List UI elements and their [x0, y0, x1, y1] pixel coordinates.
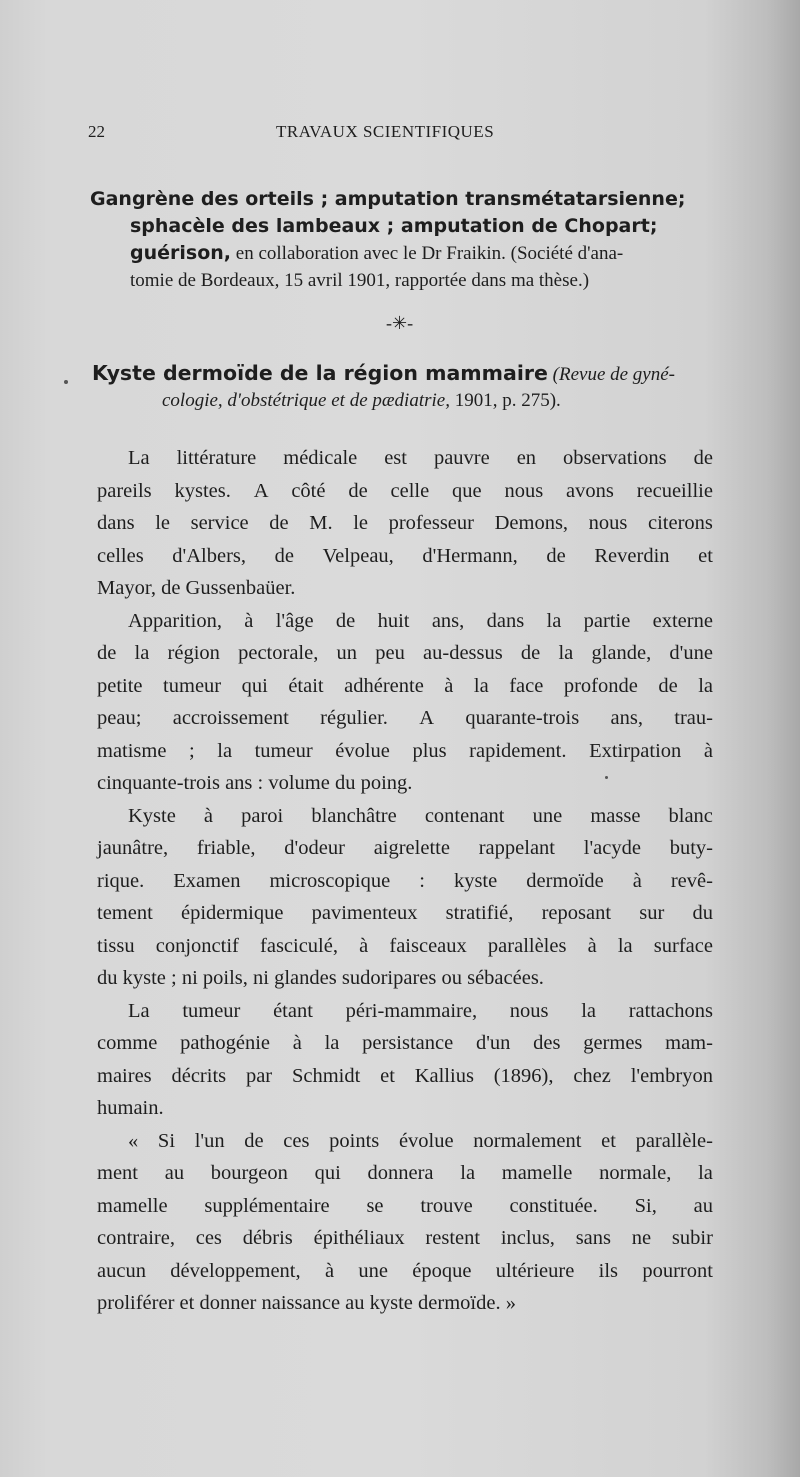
- word: péri-mammaire,: [345, 999, 478, 1022]
- word: celle: [390, 479, 430, 502]
- word: de: [546, 544, 566, 567]
- word: friable,: [196, 837, 256, 859]
- word: se: [366, 1194, 384, 1217]
- word: à: [203, 804, 214, 827]
- word: rappelant: [478, 837, 555, 859]
- word: tement: [97, 902, 153, 924]
- text-line: humain.: [97, 1097, 164, 1119]
- entry-reference: (Revue de gyné-: [552, 364, 675, 385]
- word: la: [617, 934, 633, 957]
- word: aucun: [97, 1259, 146, 1282]
- word: rapidement.: [469, 739, 567, 762]
- word: bourgeon: [210, 1162, 288, 1184]
- word: au: [164, 1162, 185, 1184]
- word: Si: [157, 1129, 176, 1152]
- word: l'embryon: [630, 1064, 713, 1087]
- word: microscopique: [269, 869, 391, 892]
- entry-line: [90, 186, 726, 213]
- word: pauvre: [433, 447, 490, 469]
- word: ment: [97, 1162, 138, 1184]
- word: fasciculé,: [260, 934, 338, 957]
- word: kystes.: [174, 479, 231, 502]
- word: au-dessus: [423, 642, 503, 664]
- text-line: [97, 1157, 713, 1190]
- stray-mark: [605, 776, 608, 779]
- word: ils: [598, 1259, 619, 1282]
- word: persistance: [362, 1032, 454, 1054]
- word: dermoïde: [526, 869, 604, 892]
- word: blanchâtre: [311, 804, 397, 827]
- word: restent: [425, 1227, 481, 1249]
- word: débris: [242, 1227, 293, 1249]
- word: La: [128, 447, 150, 469]
- word: points: [329, 1129, 380, 1152]
- word: normalement: [473, 1129, 582, 1152]
- word: celles: [97, 544, 144, 567]
- word: épidermique: [180, 902, 284, 924]
- word: une: [358, 1259, 388, 1282]
- word: peau;: [97, 707, 142, 729]
- paragraph: [97, 605, 713, 800]
- word: de: [244, 1129, 264, 1152]
- word: peu: [375, 642, 405, 664]
- text-line: [97, 540, 713, 573]
- word: trau-: [674, 707, 713, 729]
- text-line: [97, 1255, 713, 1288]
- word: et: [601, 1129, 616, 1152]
- text-line: [97, 702, 713, 735]
- text-line: du kyste ; ni poils, ni glandes sudoripares ou sébacées.: [97, 967, 544, 989]
- word: nous: [588, 512, 628, 534]
- word: évolue: [335, 739, 390, 762]
- word: profonde: [563, 674, 638, 697]
- word: parallèles: [487, 934, 567, 957]
- word: des: [533, 1032, 561, 1054]
- word: mamelle: [501, 1162, 573, 1184]
- text-line: [97, 442, 713, 475]
- word: tissu: [97, 934, 135, 957]
- paragraph: [97, 1125, 713, 1320]
- entry-title: Kyste dermoïde de la région mammaire: [92, 361, 548, 385]
- word: chez: [573, 1064, 611, 1087]
- word: la: [581, 999, 596, 1022]
- word: Kyste: [128, 804, 176, 827]
- text-line: [97, 507, 713, 540]
- word: professeur: [388, 512, 474, 534]
- text-line: [97, 832, 713, 865]
- word: par: [245, 1064, 273, 1087]
- word: La: [128, 999, 150, 1022]
- word: pectorale,: [238, 642, 319, 664]
- word: nous: [504, 479, 544, 502]
- word: est: [384, 447, 407, 469]
- word: l'âge: [275, 609, 314, 632]
- text-line: [97, 1190, 713, 1223]
- word: Extirpation: [589, 739, 682, 762]
- text-line: [97, 1125, 713, 1158]
- text-line: [97, 475, 713, 508]
- word: matisme: [97, 739, 167, 762]
- word: de: [658, 674, 678, 697]
- word: ;: [189, 739, 195, 762]
- word: glande,: [591, 642, 652, 664]
- stray-mark: [64, 380, 68, 384]
- bibliography-entry-kyste: [92, 360, 728, 414]
- word: masse: [590, 804, 641, 827]
- word: ans,: [610, 707, 643, 729]
- word: «: [128, 1129, 139, 1152]
- word: surface: [653, 934, 713, 957]
- word: (1896),: [493, 1064, 554, 1087]
- running-head: [0, 122, 800, 146]
- word: la: [473, 674, 489, 697]
- word: à: [587, 934, 597, 957]
- word: la: [546, 609, 562, 632]
- text-line: [97, 1027, 713, 1060]
- word: inclus,: [500, 1227, 555, 1249]
- word: en: [516, 447, 537, 469]
- word: et: [698, 544, 713, 567]
- word: mam-: [665, 1032, 713, 1054]
- word: ans,: [431, 609, 465, 632]
- word: Si,: [634, 1194, 657, 1217]
- word: ultérieure: [495, 1259, 575, 1282]
- word: la: [134, 642, 150, 664]
- word: à: [359, 934, 369, 957]
- body-text: [97, 442, 713, 1320]
- word: l'un: [194, 1129, 225, 1152]
- word: adhérente: [344, 674, 424, 697]
- text-line: [97, 735, 713, 768]
- word: nous: [509, 999, 549, 1022]
- text-line: [97, 800, 713, 833]
- entry-journal: cologie, d'obstétrique et de pædiatrie,: [162, 390, 450, 411]
- word: accroissement: [172, 707, 289, 729]
- word: médicale: [283, 447, 358, 469]
- word: subir: [671, 1227, 713, 1249]
- text-line: [97, 865, 713, 898]
- text-line: proliférer et donner naissance au kyste dermoïde. »: [97, 1292, 516, 1314]
- word: Velpeau,: [322, 544, 394, 567]
- word: avons: [566, 479, 614, 502]
- word: Examen: [173, 869, 241, 892]
- running-title: TRAVAUX SCIENTIFIQUES: [276, 122, 495, 141]
- word: quarante-trois: [465, 707, 580, 729]
- paragraph: [97, 800, 713, 995]
- word: A: [253, 479, 269, 502]
- word: aigrelette: [373, 837, 450, 859]
- word: la: [558, 642, 574, 664]
- entry-title: sphacèle des lambeaux ; amputation de Chopart;: [130, 215, 658, 237]
- word: le: [353, 512, 368, 534]
- word: de: [97, 642, 117, 664]
- word: littérature: [176, 447, 257, 469]
- word: huit: [377, 609, 410, 632]
- word: jaunâtre,: [97, 837, 169, 859]
- word: d'un: [475, 1032, 511, 1054]
- text-line: cinquante-trois ans : volume du poing.: [97, 772, 413, 794]
- word: époque: [412, 1259, 472, 1282]
- text-line: Mayor, de Gussenbaüer.: [97, 577, 296, 599]
- bibliography-entry-gangrene: [90, 186, 726, 294]
- entry-title: guérison,: [130, 242, 232, 264]
- word: à: [324, 1259, 335, 1282]
- word: revê-: [670, 869, 713, 892]
- entry-line: [92, 387, 728, 414]
- word: la: [217, 739, 233, 762]
- text-line: [97, 995, 713, 1028]
- word: de: [693, 447, 713, 469]
- word: de: [274, 544, 295, 567]
- word: ces: [195, 1227, 222, 1249]
- word: parallèle-: [635, 1129, 713, 1152]
- word: M.: [309, 512, 333, 534]
- entry-reference: 1901, p. 275).: [449, 390, 561, 411]
- separator-asterism: -✳-: [386, 313, 414, 333]
- word: partie: [583, 609, 631, 632]
- entry-line: [90, 240, 726, 267]
- word: face: [509, 674, 544, 697]
- word: paroi: [241, 804, 284, 827]
- word: du: [692, 902, 713, 924]
- word: ces: [283, 1129, 310, 1152]
- word: à: [632, 869, 642, 892]
- word: d'odeur: [284, 837, 345, 859]
- word: de: [520, 642, 541, 664]
- word: tumeur: [163, 674, 222, 697]
- word: A: [419, 707, 435, 729]
- word: kyste: [453, 869, 498, 892]
- word: observations: [563, 447, 667, 469]
- word: faisceaux: [389, 934, 467, 957]
- text-line: [97, 1222, 713, 1255]
- word: sur: [639, 902, 665, 924]
- word: côté: [291, 479, 326, 502]
- word: la: [324, 1032, 340, 1054]
- text-line: [97, 637, 713, 670]
- word: qui: [314, 1162, 341, 1184]
- word: la: [698, 1162, 713, 1184]
- word: service: [190, 512, 249, 534]
- word: à: [244, 609, 254, 632]
- text-line: [97, 897, 713, 930]
- word: rique.: [97, 869, 145, 892]
- word: à: [444, 674, 454, 697]
- word: trouve: [420, 1194, 473, 1217]
- word: supplémentaire: [204, 1194, 330, 1217]
- word: petite: [97, 674, 143, 697]
- word: et: [380, 1064, 395, 1087]
- word: d'Hermann,: [422, 544, 518, 567]
- word: ne: [631, 1227, 652, 1249]
- word: décrits: [171, 1064, 227, 1087]
- entry-reference: en collaboration avec le Dr Fraikin. (Société d'ana-: [231, 243, 624, 264]
- word: stratifié,: [445, 902, 514, 924]
- paragraph: [97, 442, 713, 605]
- word: à: [292, 1032, 302, 1054]
- word: pourront: [642, 1259, 713, 1282]
- word: recueillie: [636, 479, 713, 502]
- word: citerons: [648, 512, 713, 534]
- entry-title: Gangrène des orteils ; amputation transmétatarsienne;: [90, 188, 686, 210]
- word: dans: [486, 609, 525, 632]
- word: à: [703, 739, 713, 762]
- word: de: [348, 479, 368, 502]
- word: blanc: [668, 804, 713, 827]
- word: d'Albers,: [172, 544, 247, 567]
- word: qui: [241, 674, 268, 697]
- word: sans: [575, 1227, 612, 1249]
- word: normale,: [599, 1162, 672, 1184]
- text-line: [97, 930, 713, 963]
- word: contraire,: [97, 1227, 175, 1249]
- word: de: [269, 512, 289, 534]
- word: plus: [412, 739, 447, 762]
- word: conjonctif: [155, 934, 239, 957]
- word: :: [419, 869, 425, 892]
- word: était: [288, 674, 324, 697]
- word: pathogénie: [180, 1032, 271, 1054]
- word: Schmidt: [291, 1064, 361, 1087]
- word: de: [335, 609, 356, 632]
- word: le: [155, 512, 170, 534]
- word: buty-: [669, 837, 713, 859]
- word: une: [532, 804, 563, 827]
- word: épithéliaux: [313, 1227, 405, 1249]
- word: pavimenteux: [311, 902, 418, 924]
- word: évolue: [398, 1129, 454, 1152]
- word: tumeur: [182, 999, 241, 1022]
- entry-line: [90, 267, 726, 294]
- text-line: [97, 670, 713, 703]
- word: comme: [97, 1032, 158, 1054]
- word: Demons,: [494, 512, 569, 534]
- word: régulier.: [320, 707, 388, 729]
- word: germes: [583, 1032, 643, 1054]
- word: donnera: [367, 1162, 434, 1184]
- word: développement,: [170, 1259, 301, 1282]
- word: contenant: [424, 804, 505, 827]
- word: d'une: [669, 642, 713, 664]
- word: pareils: [97, 479, 152, 502]
- word: rattachons: [628, 999, 713, 1022]
- word: reposant: [541, 902, 612, 924]
- entry-line: [90, 213, 726, 240]
- text-line: [97, 1060, 713, 1093]
- word: Reverdin: [594, 544, 670, 567]
- word: externe: [652, 609, 713, 632]
- word: que: [452, 479, 482, 502]
- entry-reference: tomie de Bordeaux, 15 avril 1901, rapportée dans ma thèse.): [130, 270, 590, 291]
- word: tumeur: [254, 739, 313, 762]
- word: au: [693, 1194, 713, 1217]
- word: constituée.: [509, 1194, 598, 1217]
- word: un: [336, 642, 358, 664]
- word: maires: [97, 1064, 152, 1087]
- word: dans: [97, 512, 135, 534]
- word: étant: [273, 999, 313, 1022]
- word: l'acyde: [583, 837, 641, 859]
- text-line: [97, 605, 713, 638]
- page-number: 22: [88, 122, 105, 141]
- word: la: [460, 1162, 476, 1184]
- word: Kallius: [414, 1064, 474, 1087]
- entry-line: [92, 360, 728, 387]
- word: région: [167, 642, 220, 664]
- word: mamelle: [97, 1194, 168, 1217]
- paragraph: [97, 995, 713, 1125]
- word: Apparition,: [128, 609, 222, 632]
- word: la: [698, 674, 713, 697]
